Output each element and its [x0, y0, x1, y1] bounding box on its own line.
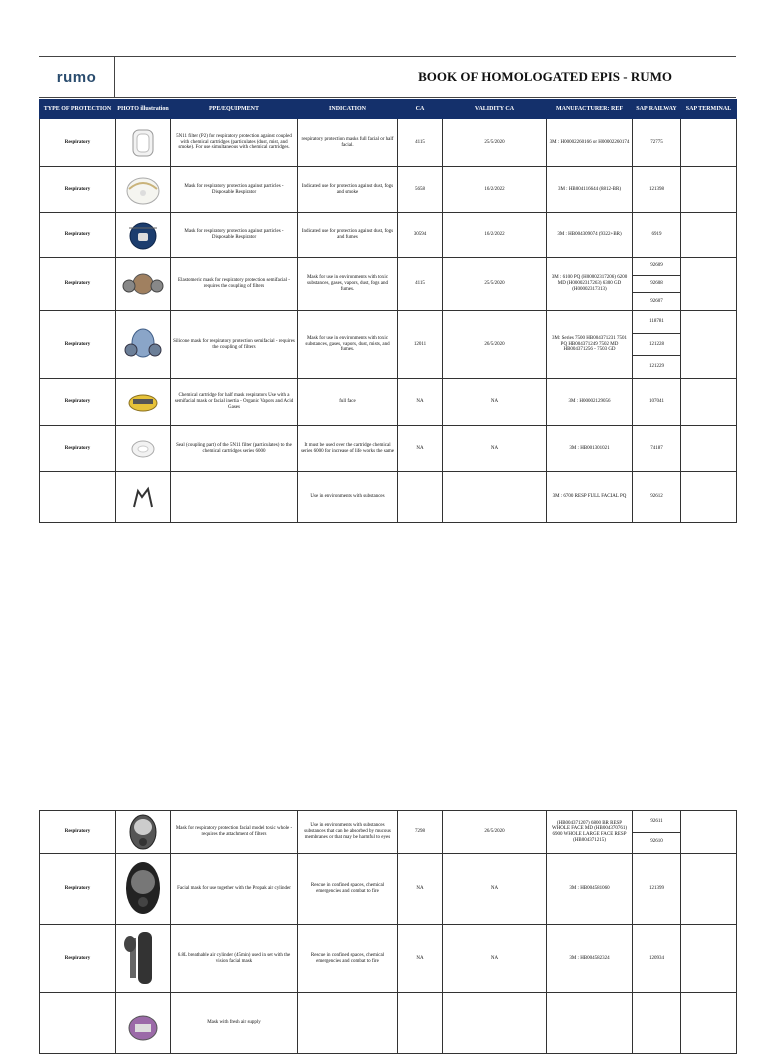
- ca-cell: 4115: [398, 119, 443, 167]
- sap-railway-cell: [633, 213, 681, 258]
- table-row: [40, 258, 737, 311]
- table-row: [40, 993, 737, 1054]
- ppe-cell: Elastomeric mask for respiratory protection semifacial - requires the coupling of filters: [171, 258, 298, 311]
- sap-code: 92607: [650, 298, 663, 304]
- validity-cell: 26/5/2020: [443, 311, 547, 379]
- sap-terminal-cell: [681, 213, 737, 258]
- col-indication: INDICATION: [298, 100, 398, 119]
- sap-code: 118781: [633, 311, 680, 334]
- ca-cell: 4115: [398, 258, 443, 311]
- table-row: [40, 854, 737, 925]
- sap-railway-cell: [633, 258, 681, 311]
- photo-cell: [116, 925, 171, 993]
- indication-cell: full face: [298, 379, 398, 426]
- type-cell: [40, 472, 116, 523]
- validity-cell: 16/2/2022: [443, 213, 547, 258]
- indication-cell: Rescue in confined spaces, chemical emergencies and combat to fire: [298, 925, 398, 993]
- ca-cell: NA: [398, 925, 443, 993]
- manufacturer-cell: 3M : 6100 PQ (H00002317206) 6200 MD (H00002317263) 6300 GD (H00002317313): [547, 258, 633, 311]
- sap-terminal-cell: [681, 811, 737, 854]
- manufacturer-cell: 3M : HB004116644 (8812-BR): [547, 167, 633, 213]
- ppe-cell: Chemical cartridge for half mask respirators Use with a semifacial mask or facial inertia - Organic Vapors and Acid Gases: [171, 379, 298, 426]
- ppe-cell: 5N11 filter (P2) for respiratory protection against coupled with chemical cartridges (particulates (dust, mist, and smoke). For use simultaneous with chemical cartridges.: [171, 119, 298, 167]
- sap-terminal-cell: [681, 854, 737, 925]
- sap-code: 121228: [633, 334, 680, 357]
- disposable-mask-icon: [118, 173, 168, 207]
- sap-terminal-cell: [681, 472, 737, 523]
- type-cell: Respiratory: [40, 379, 116, 426]
- table-row: [40, 472, 737, 523]
- elastomeric-mask-icon: [118, 269, 168, 299]
- validity-cell: NA: [443, 854, 547, 925]
- type-cell: Respiratory: [40, 258, 116, 311]
- table-row: [40, 925, 737, 993]
- type-cell: Respiratory: [40, 167, 116, 213]
- col-sap-railway: SAP RAILWAY: [633, 100, 681, 119]
- type-cell: Respiratory: [40, 925, 116, 993]
- type-cell: Respiratory: [40, 213, 116, 258]
- cartridge-icon: [118, 389, 168, 415]
- photo-cell: [116, 119, 171, 167]
- validity-cell: 25/5/2020: [443, 258, 547, 311]
- sap-code: 74187: [650, 445, 663, 451]
- ppe-cell: Mask for respiratory protection against particles - Disposable Respirator: [171, 167, 298, 213]
- validity-cell: NA: [443, 925, 547, 993]
- manufacturer-cell: 3M : HB004582324: [547, 925, 633, 993]
- indication-cell: Use in environments with substances substances that can be absorbed by mucous membranes or that may be harmful to eyes: [298, 811, 398, 854]
- sap-code: 121229: [649, 364, 664, 370]
- indication-cell: [298, 993, 398, 1054]
- ca-cell: [398, 993, 443, 1054]
- sap-code: 6919: [651, 232, 662, 238]
- sap-railway-cell: [633, 854, 681, 925]
- table-bottom-section: [0, 818, 768, 1024]
- sap-code: 92612: [650, 494, 663, 500]
- sap-code: 92609: [633, 258, 680, 276]
- ca-cell: NA: [398, 854, 443, 925]
- photo-cell: [116, 213, 171, 258]
- table-row: [40, 119, 737, 167]
- ca-cell: 12011: [398, 311, 443, 379]
- type-cell: Respiratory: [40, 854, 116, 925]
- sap-railway-cell: [633, 119, 681, 167]
- full-face-icon: [118, 487, 168, 507]
- manufacturer-cell: 3M : H00002129056: [547, 379, 633, 426]
- manufacturer-cell: (HB004371207) 6800 BR RESP WHOLE FACE MD (HB004370761) 6900 WHOLE LARGE FACE RESP (HB004371215): [547, 811, 633, 854]
- sap-railway-cell: [633, 311, 681, 379]
- ppe-cell: 6.8L breathable air cylinder (45min) used in set with the vision facial mask: [171, 925, 298, 993]
- col-manufacturer: MANUFACTURER: REF: [547, 100, 633, 119]
- validity-cell: 26/5/2020: [443, 811, 547, 854]
- col-ca: CA: [398, 100, 443, 119]
- photo-cell: [116, 811, 171, 854]
- sap-code: 121398: [649, 186, 664, 192]
- ca-cell: [398, 472, 443, 523]
- photo-cell: [116, 167, 171, 213]
- sap-terminal-cell: [681, 379, 737, 426]
- manufacturer-cell: 3M : HB004309074 (9322+BR): [547, 213, 633, 258]
- ca-cell: NA: [398, 426, 443, 472]
- filter-icon: [118, 127, 168, 159]
- col-ppe: PPE/EQUIPMENT: [171, 100, 298, 119]
- seal-icon: [118, 437, 168, 461]
- sap-code: 72775: [650, 139, 663, 145]
- ppe-cell: Facial mask for use together with the Propak air cylinder: [171, 854, 298, 925]
- manufacturer-cell: 3M : HB001301021: [547, 426, 633, 472]
- sap-terminal-cell: [681, 426, 737, 472]
- validity-cell: [443, 993, 547, 1054]
- page-title: BOOK OF HOMOLOGATED EPIS - RUMO: [418, 69, 672, 84]
- type-cell: Respiratory: [40, 426, 116, 472]
- validity-cell: 16/2/2022: [443, 167, 547, 213]
- ppe-cell: Mask for respiratory protection against particles - Disposable Respirator: [171, 213, 298, 258]
- photo-cell: [116, 472, 171, 523]
- ppe-cell: Mask with fresh air supply: [171, 993, 298, 1054]
- indication-cell: Indicated use for protection against dust, fogs and smoke: [298, 167, 398, 213]
- type-cell: Respiratory: [40, 811, 116, 854]
- sap-terminal-cell: [681, 167, 737, 213]
- epi-table: [39, 99, 737, 523]
- validity-cell: NA: [443, 426, 547, 472]
- sap-code: 120934: [649, 955, 664, 961]
- table-row: [40, 426, 737, 472]
- hood-icon: [118, 1006, 168, 1040]
- full-face-mask-icon: [118, 812, 168, 852]
- sap-railway-cell: [633, 993, 681, 1054]
- type-cell: Respiratory: [40, 119, 116, 167]
- sap-code: [633, 993, 680, 1053]
- rumo-logo: rumo: [56, 68, 97, 86]
- photo-cell: [116, 258, 171, 311]
- validity-cell: NA: [443, 379, 547, 426]
- sap-code: 92611: [633, 812, 680, 833]
- table-row: [40, 213, 737, 258]
- sap-railway-cell: [633, 811, 681, 854]
- ca-cell: 30594: [398, 213, 443, 258]
- photo-cell: [116, 993, 171, 1054]
- propak-mask-icon: [118, 858, 168, 920]
- manufacturer-cell: [547, 993, 633, 1054]
- photo-cell: [116, 854, 171, 925]
- indication-cell: Mask for use in environments with toxic substances, gases, vapors, dust, mists, and fumes.: [298, 311, 398, 379]
- indication-cell: respiratory protection masks full facial or half facial.: [298, 119, 398, 167]
- sap-terminal-cell: [681, 925, 737, 993]
- type-cell: Respiratory: [40, 311, 116, 379]
- sap-code: 92610: [650, 839, 663, 845]
- ppe-cell: Seal (coupling part) of the 5N11 filter (particulates) to the chemical cartridges series 6000: [171, 426, 298, 472]
- indication-cell: Mask for use in environments with toxic substances, gases, vapors, dust, fogs and fumes.: [298, 258, 398, 311]
- valved-mask-icon: [118, 218, 168, 252]
- indication-cell: It must be used over the cartridge chemical series 6000 for increase of life works the same: [298, 426, 398, 472]
- epi-table-continued: [39, 810, 737, 1054]
- sap-terminal-cell: [681, 993, 737, 1054]
- col-type: TYPE OF PROTECTION: [40, 100, 116, 119]
- validity-cell: 25/5/2020: [443, 119, 547, 167]
- indication-cell: Rescue in confined spaces, chemical emergencies and combat to fire: [298, 854, 398, 925]
- col-sap-terminal: SAP TERMINAL: [681, 100, 737, 119]
- table-row: [40, 811, 737, 854]
- sap-railway-cell: [633, 472, 681, 523]
- col-validity: VALIDITY CA: [443, 100, 547, 119]
- ca-cell: 7298: [398, 811, 443, 854]
- ca-cell: 5658: [398, 167, 443, 213]
- indication-cell: Indicated use for protection against dust, fogs and fumes: [298, 213, 398, 258]
- sap-railway-cell: [633, 925, 681, 993]
- sap-code: 121399: [649, 886, 664, 892]
- manufacturer-cell: 3M : 6700 RESP FULL FACIAL PQ: [547, 472, 633, 523]
- sap-code: 92608: [633, 276, 680, 294]
- ppe-cell: Mask for respiratory protection facial model toxic whole - requires the attachment of filters: [171, 811, 298, 854]
- photo-cell: [116, 379, 171, 426]
- validity-cell: [443, 472, 547, 523]
- photo-cell: [116, 426, 171, 472]
- table-row: [40, 311, 737, 379]
- manufacturer-cell: 3M: Series 7500 HB004371231 7501 PQ HB004371249 7502 MD HB004371256 - 7503 GD: [547, 311, 633, 379]
- sap-terminal-cell: [681, 311, 737, 379]
- sap-railway-cell: [633, 167, 681, 213]
- photo-cell: [116, 311, 171, 379]
- type-cell: [40, 993, 116, 1054]
- sap-railway-cell: [633, 426, 681, 472]
- table-row: [40, 379, 737, 426]
- air-cylinder-icon: [118, 928, 168, 990]
- indication-cell: Use in environments with substances: [298, 472, 398, 523]
- col-photo: PHOTO illustration: [116, 100, 171, 119]
- silicone-mask-icon: [118, 325, 168, 365]
- ppe-cell: [171, 472, 298, 523]
- sap-code: 107041: [649, 399, 664, 405]
- sap-terminal-cell: [681, 258, 737, 311]
- ca-cell: NA: [398, 379, 443, 426]
- sap-railway-cell: [633, 379, 681, 426]
- ppe-cell: Silicone mask for respiratory protection semifacial - requires the coupling of filters: [171, 311, 298, 379]
- table-top-section: [0, 0, 768, 500]
- table-header-row: [40, 100, 737, 119]
- sap-terminal-cell: [681, 119, 737, 167]
- manufacturer-cell: 3M : HB004581060: [547, 854, 633, 925]
- manufacturer-cell: 3M : H00002260166 or H00002260174: [547, 119, 633, 167]
- table-row: [40, 167, 737, 213]
